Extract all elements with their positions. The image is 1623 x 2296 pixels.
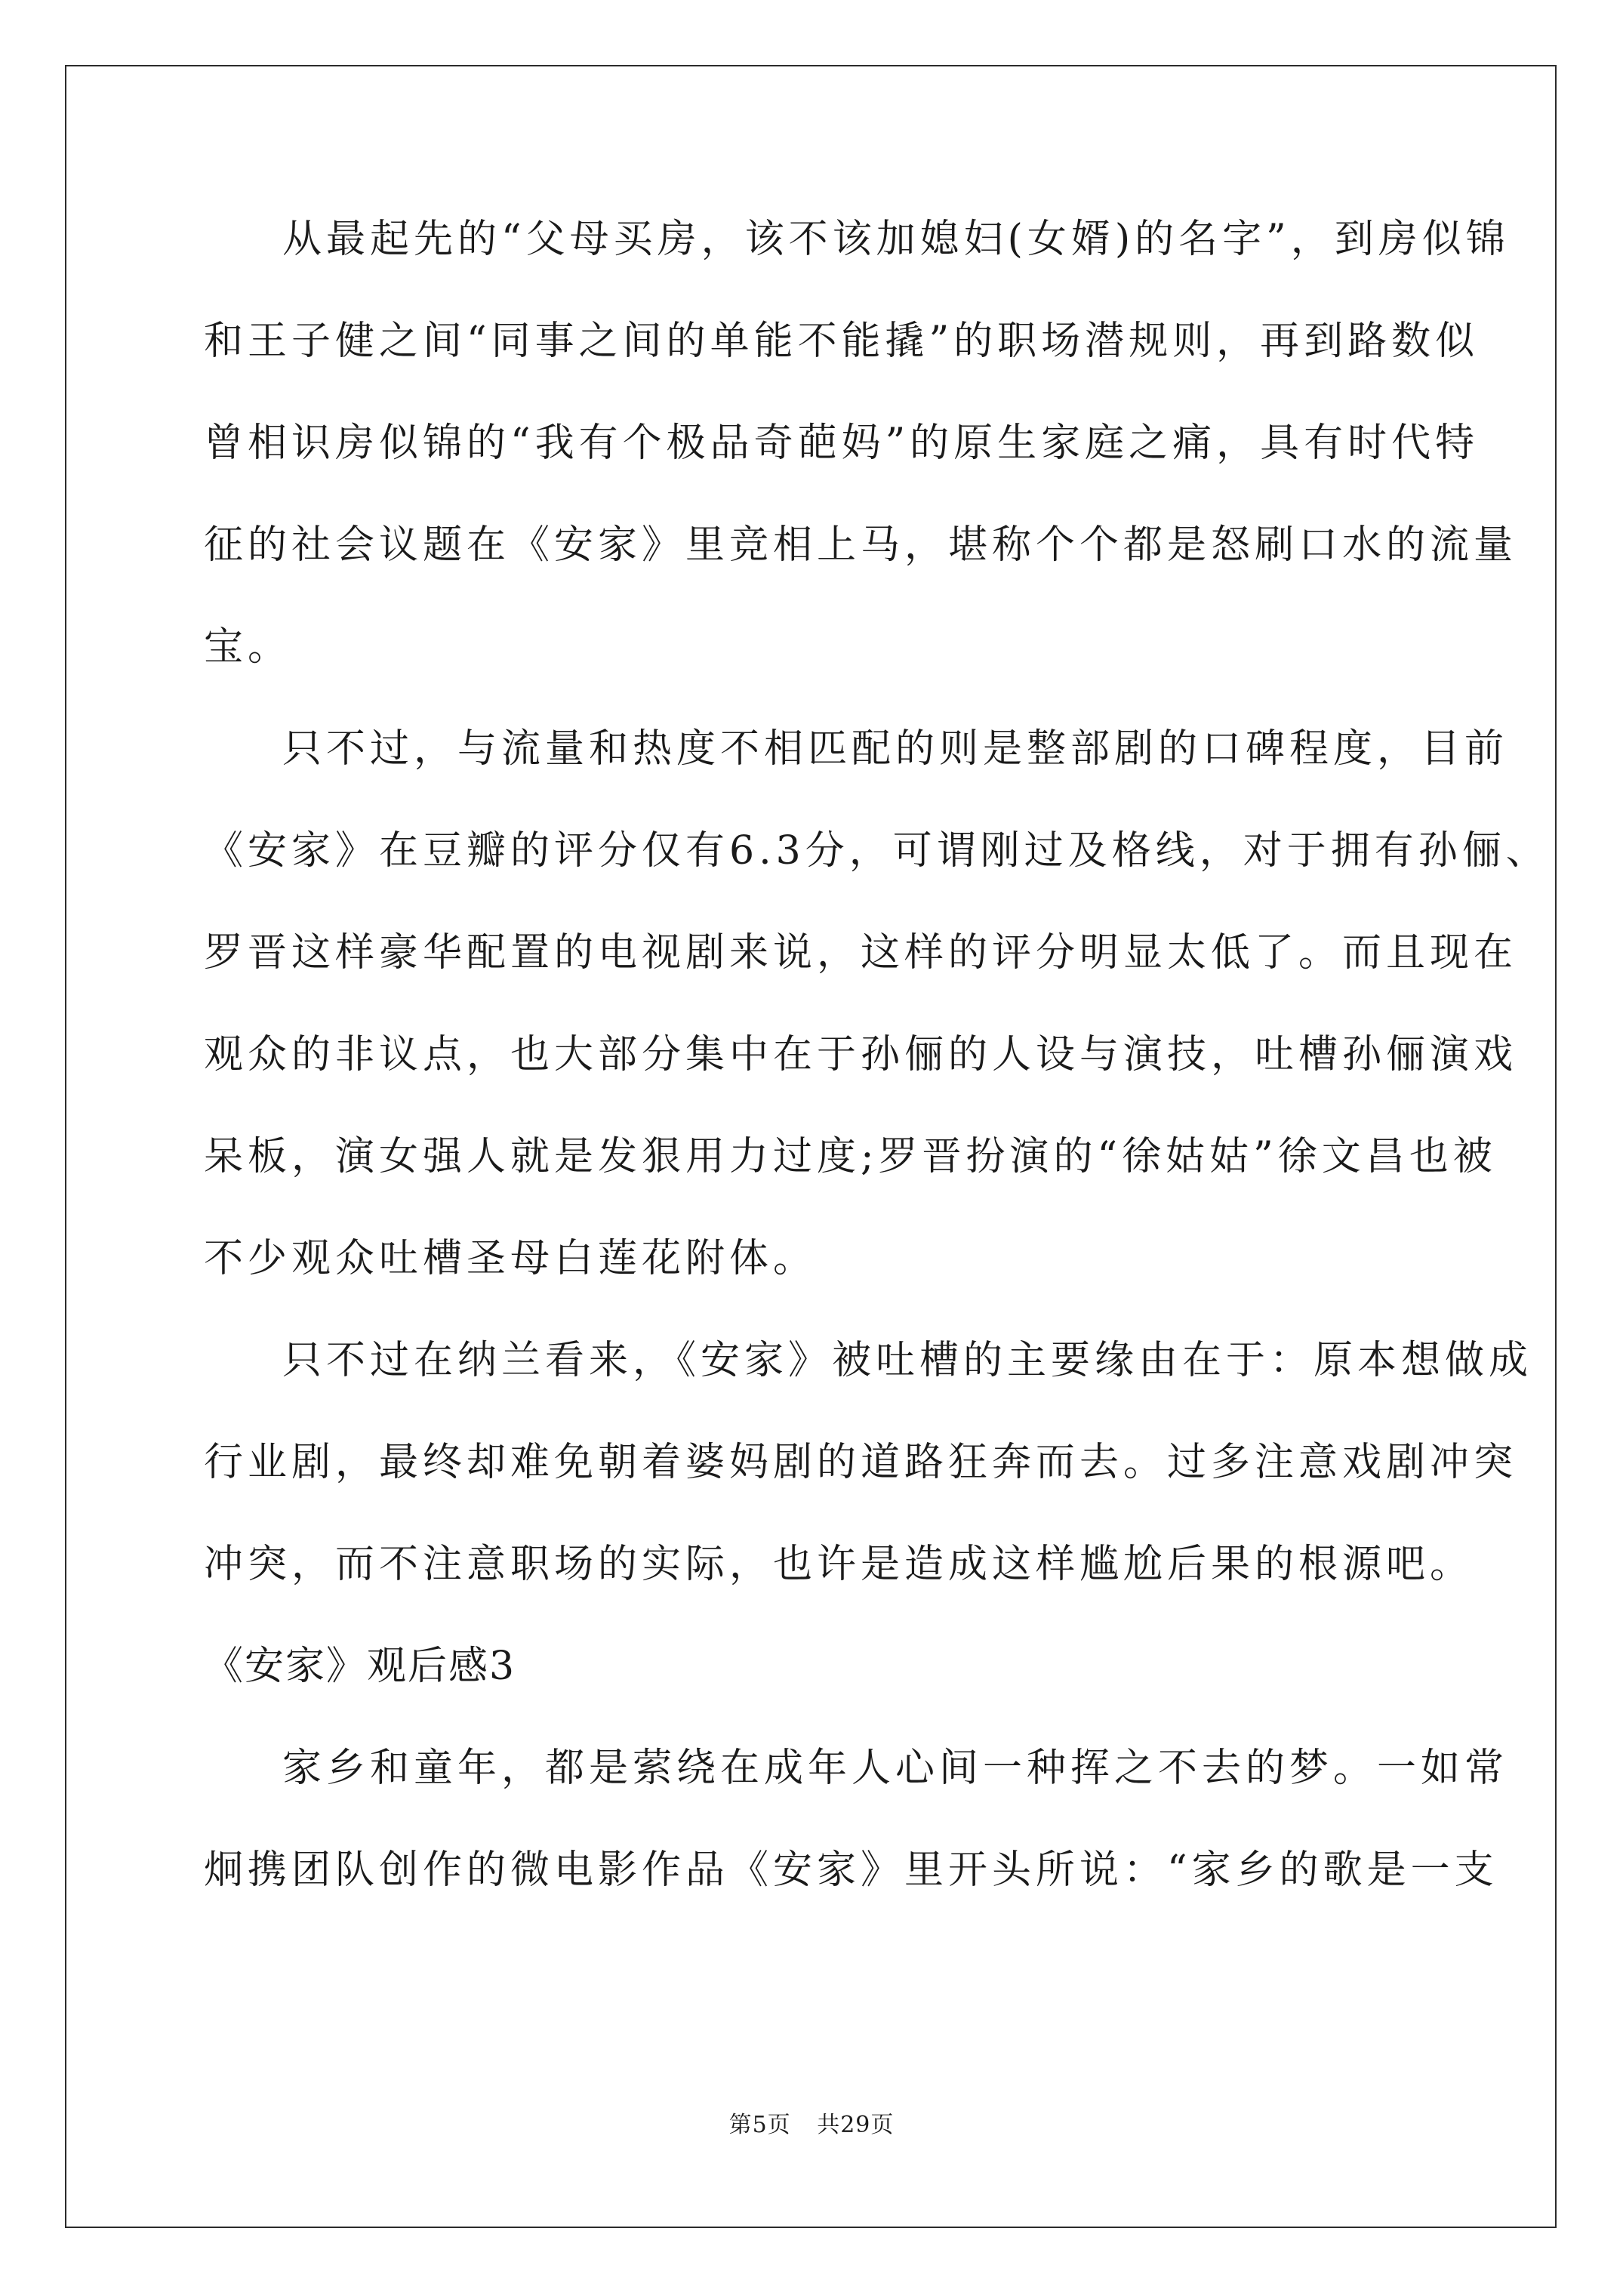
paragraph-line: 冲突，而不注意职场的实际，也许是造成这样尴尬后果的根源吧。 — [204, 1542, 1474, 1587]
paragraph-line: 只不过，与流量和热度不相匹配的则是整部剧的口碑程度，目前 — [282, 726, 1509, 772]
paragraph-line: 炯携团队创作的微电影作品《安家》里开头所说：“家乡的歌是一支 — [204, 1848, 1498, 1893]
paragraph-line: 只不过在纳兰看来，《安家》被吐槽的主要缘由在于：原本想做成 — [282, 1338, 1533, 1383]
section-heading: 《安家》观后感3 — [204, 1644, 516, 1689]
page-number: 第5页 — [728, 2112, 791, 2138]
paragraph-line: 行业剧，最终却难免朝着婆妈剧的道路狂奔而去。过多注意戏剧冲突 — [204, 1440, 1518, 1485]
paragraph-line: 家乡和童年，都是萦绕在成年人心间一种挥之不去的梦。一如常 — [282, 1746, 1509, 1791]
page-footer — [0, 2110, 1623, 2140]
paragraph-line: 和王子健之间“同事之间的单能不能撬”的职场潜规则，再到路数似 — [204, 319, 1480, 364]
page-total: 共29页 — [817, 2112, 895, 2138]
paragraph-line: 罗晋这样豪华配置的电视剧来说，这样的评分明显太低了。而且现在 — [204, 930, 1518, 975]
paragraph-line: 呆板，演女强人就是发狠用力过度;罗晋扮演的“徐姑姑”徐文昌也被 — [204, 1134, 1497, 1179]
paragraph-line: 曾相识房似锦的“我有个极品奇葩妈”的原生家庭之痛，具有时代特 — [204, 421, 1480, 466]
paragraph-line: 从最起先的“父母买房，该不该加媳妇(女婿)的名字”，到房似锦 — [282, 217, 1510, 262]
paragraph-line: 宝。 — [204, 624, 292, 670]
paragraph-line: 不少观众吐槽圣母白莲花附体。 — [204, 1236, 818, 1281]
paragraph-line: 观众的非议点，也大部分集中在于孙俪的人设与演技，吐槽孙俪演戏 — [204, 1032, 1518, 1077]
paragraph-line: 《安家》在豆瓣的评分仅有6.3分，可谓刚过及格线，对于拥有孙俪、 — [204, 828, 1550, 874]
document-body — [204, 215, 1550, 1948]
paragraph-line: 征的社会议题在《安家》里竞相上马，堪称个个都是怒刷口水的流量 — [204, 522, 1518, 568]
